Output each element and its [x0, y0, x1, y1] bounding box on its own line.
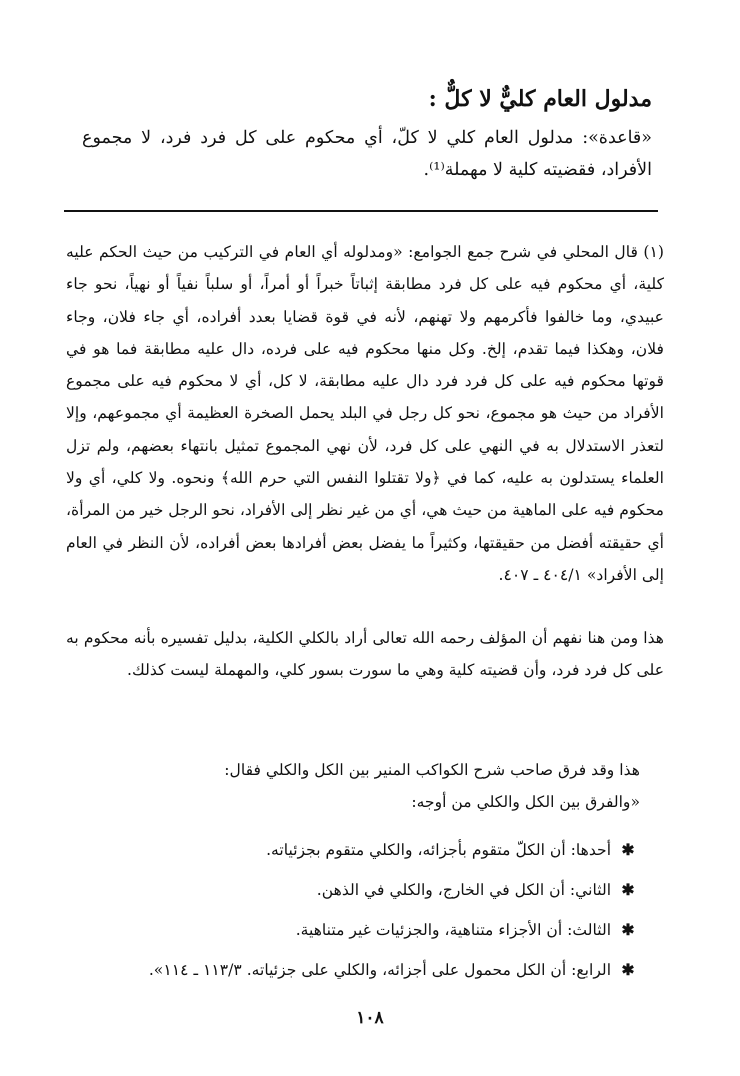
list-item-text: الرابع: أن الكل محمول على أجزائه، والكلي على جزئياته. ١١٣/٣ ـ ١١٤». [148, 961, 612, 979]
asterisk-bullet-icon: ✱ [621, 880, 635, 899]
rule-paragraph: «قاعدة»: مدلول العام كلي لا كلّ، أي محكوم على كل فرد فرد، لا مجموع الأفراد، فقضيته كلية لا مهملة⁽¹⁾. [82, 128, 652, 180]
comparison-intro [224, 754, 640, 818]
list-item-text: الثاني: أن الكل في الخارج، والكلي في الذهن. [316, 881, 612, 899]
page-number: ١٠٨ [356, 1008, 384, 1028]
asterisk-bullet-icon: ✱ [621, 920, 635, 939]
asterisk-bullet-icon: ✱ [621, 840, 635, 859]
list-item [60, 950, 640, 990]
list-item [60, 830, 640, 870]
quote-open-line: «والفرق بين الكل والكلي من أوجه: [411, 793, 640, 811]
section-heading: مدلول العام كليٌّ لا كلٌّ : [428, 86, 652, 112]
differences-list [60, 830, 640, 990]
commentary-paragraph: هذا ومن هنا نفهم أن المؤلف رحمه الله تعالى أراد بالكلي الكلية، بدليل تفسيره بأنه محكوم به على كل فرد فرد، وأن قضيته كلية وهي ما سورت بسور كلي، والمهملة ليست كذلك. [66, 629, 664, 679]
list-item [60, 870, 640, 910]
list-item [60, 910, 640, 950]
list-item-text: أحدها: أن الكلّ متقوم بأجزائه، والكلي متقوم بجزئياته. [266, 841, 612, 859]
intro-line: هذا وقد فرق صاحب شرح الكواكب المنير بين الكل والكلي فقال: [224, 761, 640, 779]
footnote-separator [64, 210, 658, 212]
footnote-text: (١) قال المحلي في شرح جمع الجوامع: «ومدلوله أي العام في التركيب من حيث الحكم عليه كلية، أي محكوم فيه على كل فرد مطابقة إثباتاً خبراً أو أمراً، أو سلباً نفياً أو نهياً، نحو جاء عبيدي، وما خالفوا فأكرمهم ولا تهنهم، لأنه في قوة قضايا بعدد أفراده، أي جاء فلان، وجاء فلان، وهكذا فيما تقدم، إلخ. وكل منها محكوم فيه على فرده، دال عليه مطابقة فما هو في قوتها محكوم فيه على كل فرد فرد دال عليه مطابقة، لا كل، أي لا محكوم فيه على مجموع الأفراد من حيث هو مجموع، نحو كل رجل في البلد يحمل الصخرة العظيمة أي مجموعهم، وإلا لتعذر الاستدلال به في النهي على كل فرد، لأن نهي المجموع تمثيل بانتهاء بعضهم، ولم تزل العلماء يستدلون به عليه، كما في ﴿ولا تقتلوا النفس التي حرم الله﴾ ونحوه. ولا كلي، أي ولا محكوم فيه على الماهية من حيث هي، أي من غير نظر إلى الأفراد، نحو الرجل خير من المرأة، أي حقيقته أفضل من حقيقتها، وكثيراً ما يفضل بعض أفرادها بعض أفراده، لأن النظر في العام إلى الأفراد» ٤٠٤/١ ـ ٤٠٧. [66, 243, 664, 584]
asterisk-bullet-icon: ✱ [621, 960, 635, 979]
list-item-text: الثالث: أن الأجزاء متناهية، والجزئيات غير متناهية. [295, 921, 612, 939]
